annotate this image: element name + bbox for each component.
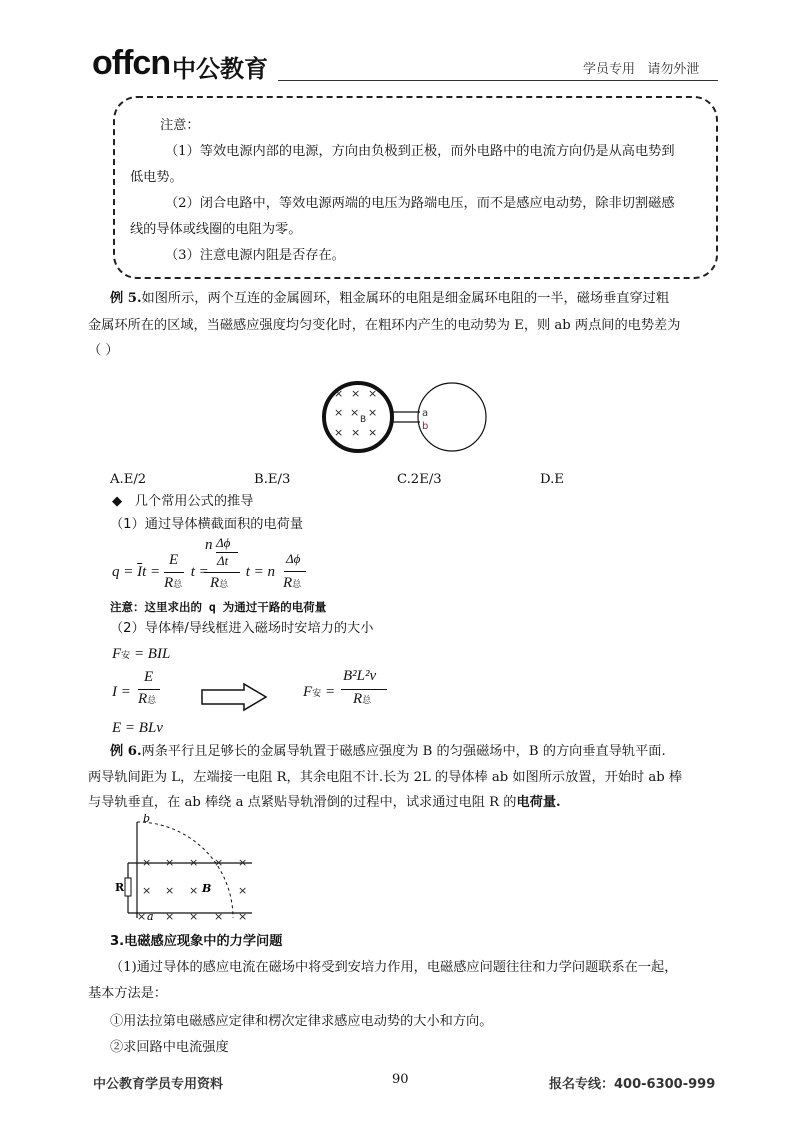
notice-title: 注意： xyxy=(160,118,200,133)
field-cross: × xyxy=(214,910,224,923)
field-cross: × xyxy=(189,884,199,897)
example-5-line-1 xyxy=(110,291,669,307)
field-label-b: B xyxy=(202,882,212,895)
notice-item-1: （1）等效电源内部的电源，方向由负极到正极，而外电路中的电流方向仍是从高电势到 xyxy=(165,144,675,159)
field-cross: × xyxy=(214,856,224,869)
charge-note: 注意：这里求出的 q 为通过干路的电荷量 xyxy=(110,600,327,614)
charge-formula xyxy=(112,535,312,595)
notice-item-2-cont: 线的导体或线圈的电阻为零。 xyxy=(130,222,302,237)
rotation-arc xyxy=(137,822,233,918)
example-6-line-2: 两导轨间距为 L，左端接一电阻 R，其余电阻不计.长为 2L 的导体棒 ab 如图所示放置，开始时 ab 棒 xyxy=(88,770,683,785)
example-5-line-2: 金属环所在的区域，当磁感应强度均匀变化时，在粗环内产生的电动势为 E，则 ab 两点间的电势差为 xyxy=(88,318,681,333)
example-6-line-3: 与导轨垂直，在 ab 棒绕 a 点紧贴导轨滑倒的过程中，试求通过电阻 R 的电荷量. xyxy=(88,795,561,810)
bullet-icon: ◆ xyxy=(112,494,123,509)
charge-formula-t2: t = n xyxy=(242,564,276,580)
field-cross: × xyxy=(238,910,248,923)
example-6-text: 两条平行且足够长的金属导轨置于磁感应强度为 B 的匀强磁场中，B 的方向垂直导轨平面. xyxy=(141,744,666,759)
page-number: 90 xyxy=(392,1072,409,1087)
header-divider xyxy=(278,80,718,81)
example-6-label: 例 6. xyxy=(110,744,142,759)
logo-text-en: offcn xyxy=(92,44,171,82)
field-cross: × xyxy=(368,387,378,400)
ampere-force-formula: F安 = B²L²v R总 xyxy=(303,667,403,715)
point-b-label: b xyxy=(422,421,429,432)
field-label-b: B xyxy=(360,415,367,425)
notice-item-2: （2）闭合电路中，等效电源两端的电压为路端电压，而不是感应电动势，除非切割磁感 xyxy=(165,196,675,211)
logo-text-cn: 中公教育 xyxy=(172,55,268,83)
fraction-r-den-2: R总 xyxy=(210,575,229,591)
notice-item-1-cont: 低电势。 xyxy=(130,170,183,185)
section-3-step-2: ②求回路中电流强度 xyxy=(110,1040,229,1055)
field-cross: × xyxy=(142,884,152,897)
two-rings-figure xyxy=(320,378,495,458)
point-a-label: a xyxy=(147,910,154,923)
dphi-final: Δϕ xyxy=(286,551,301,566)
fraction-r-den: R总 xyxy=(164,575,183,591)
formula-sub-1: （1）通过导体横截面积的电荷量 xyxy=(110,517,304,532)
option-d: D.E xyxy=(540,472,564,487)
fraction-r-den-3: R总 xyxy=(283,575,302,591)
field-cross: × xyxy=(368,406,378,419)
section-3-para-line-1: （1)通过导体的感应电流在磁场中将受到安培力作用，电磁感应问题往往和力学问题联系在一起， xyxy=(110,960,678,975)
field-cross: × xyxy=(350,406,360,419)
header-tagline: 学员专用 请勿外泄 xyxy=(583,62,700,77)
derivation-arrow-icon xyxy=(200,682,270,712)
option-b: B.E/3 xyxy=(254,472,291,487)
field-cross: × xyxy=(351,426,361,439)
section-3-heading: 3.电磁感应现象中的力学问题 xyxy=(110,934,283,949)
field-cross: × xyxy=(351,387,361,400)
field-cross: × xyxy=(368,426,378,439)
field-cross: × xyxy=(165,856,175,869)
rails-figure xyxy=(110,814,260,924)
field-cross: × xyxy=(238,884,248,897)
field-cross: × xyxy=(334,426,344,439)
notice-item-3: （3）注意电源内阻是否存在。 xyxy=(165,248,345,263)
field-cross: × xyxy=(137,910,147,923)
formula-sub-2: （2）导体棒/导线框进入磁场时安培力的大小 xyxy=(110,621,374,636)
footer-hotline: 报名专线：400-6300-999 xyxy=(549,1077,716,1092)
field-cross: × xyxy=(142,856,152,869)
formula-heading-text: 几个常用公式的推导 xyxy=(134,494,254,509)
resistor-label: R xyxy=(115,881,125,894)
example-5-answer-blank: （ ） xyxy=(88,343,119,358)
field-cross: × xyxy=(165,884,175,897)
section-3-step-1: ①用法拉第电磁感应定律和楞次定律求感应电动势的大小和方向。 xyxy=(110,1014,493,1029)
dt-inner: Δt xyxy=(217,553,229,568)
section-3-para-line-2: 基本方法是： xyxy=(88,986,168,1001)
resistor-icon xyxy=(125,878,131,896)
fraction-e-num: E xyxy=(169,552,179,568)
option-c: C.2E/3 xyxy=(397,472,442,487)
example-5-text: 如图所示，两个互连的金属圆环，粗金属环的电阻是细金属环电阻的一半，磁场垂直穿过粗 xyxy=(141,291,670,306)
field-cross: × xyxy=(189,910,199,923)
field-cross: × xyxy=(334,406,344,419)
dphi-inner: Δϕ xyxy=(216,535,231,550)
n-numerator: n xyxy=(205,537,213,553)
example-6-line-1 xyxy=(110,744,666,760)
option-a: A.E/2 xyxy=(110,472,147,487)
force-formula-fbil: F安 = BIL xyxy=(112,646,171,662)
thin-ring xyxy=(418,383,486,451)
point-a-label: a xyxy=(422,408,429,419)
current-formula: I = E R总 xyxy=(112,669,172,713)
point-b-label: b xyxy=(143,814,151,825)
charge-formula-lhs: $q = \overline{I}t$ = xyxy=(112,564,164,580)
formula-section-heading xyxy=(112,494,253,510)
charge-formula-t1: t = xyxy=(187,564,213,580)
example-5-label: 例 5. xyxy=(110,291,142,306)
footer-left-text: 中公教育学员专用资料 xyxy=(93,1077,224,1092)
field-cross: × xyxy=(238,856,248,869)
field-cross: × xyxy=(334,387,344,400)
field-cross: × xyxy=(189,856,199,869)
emf-formula: E = BLv xyxy=(112,720,163,736)
example-6-emphasis: 电荷量. xyxy=(516,795,561,810)
field-cross: × xyxy=(165,910,175,923)
